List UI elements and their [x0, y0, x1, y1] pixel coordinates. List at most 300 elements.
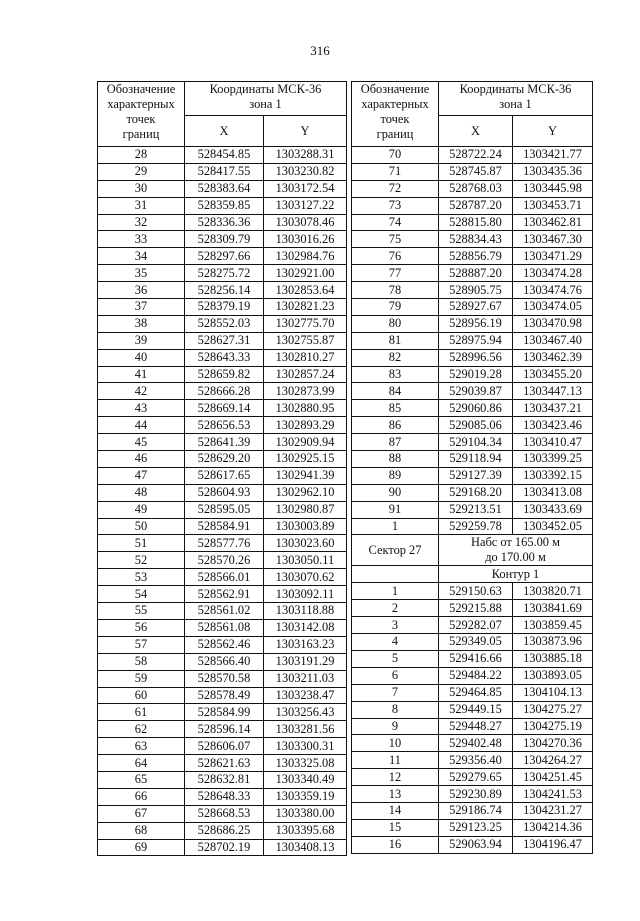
coordinates-table-right: [351, 81, 593, 854]
coord-x: 528297.66: [185, 248, 264, 265]
table-row: [98, 569, 347, 586]
table-row: [352, 600, 593, 617]
coord-x: 528768.03: [439, 180, 513, 197]
coord-x: 528595.05: [185, 501, 264, 518]
coord-x: 529448.27: [439, 718, 513, 735]
coord-y: 1303455.20: [513, 366, 593, 383]
point-id: 91: [352, 501, 439, 518]
point-id: 46: [98, 451, 185, 468]
table-row: [98, 451, 347, 468]
table-row: [98, 518, 347, 535]
point-id: 37: [98, 299, 185, 316]
table-row: [98, 721, 347, 738]
table-row: [98, 670, 347, 687]
coord-y: 1302755.87: [264, 332, 347, 349]
table-row: [98, 603, 347, 620]
coord-x: 528596.14: [185, 721, 264, 738]
point-id: 41: [98, 366, 185, 383]
coord-x: 529356.40: [439, 752, 513, 769]
table-row: [352, 518, 593, 535]
table-row: [352, 819, 593, 836]
coord-x: 528454.85: [185, 147, 264, 164]
point-id: 10: [352, 735, 439, 752]
point-id: 16: [352, 836, 439, 853]
point-id: 1: [352, 583, 439, 600]
coord-y: 1303408.13: [264, 839, 347, 856]
coord-y: 1303023.60: [264, 535, 347, 552]
coord-x: 528606.07: [185, 738, 264, 755]
coord-y: 1303873.96: [513, 634, 593, 651]
coord-y: 1304275.27: [513, 701, 593, 718]
coord-y: 1304270.36: [513, 735, 593, 752]
table-row: [98, 788, 347, 805]
point-id: 1: [352, 518, 439, 535]
sector-height-range: Набс от 165.00 м до 170.00 м: [439, 535, 593, 566]
table-row: [352, 802, 593, 819]
coord-x: 528856.79: [439, 248, 513, 265]
coord-x: 529484.22: [439, 667, 513, 684]
coord-x: 529282.07: [439, 617, 513, 634]
point-id: 45: [98, 434, 185, 451]
coord-x: 528275.72: [185, 265, 264, 282]
page-number: 316: [310, 43, 330, 58]
table-row: [98, 417, 347, 434]
coord-x: 529085.06: [439, 417, 513, 434]
table-row: [98, 163, 347, 180]
coord-y: 1303300.31: [264, 738, 347, 755]
coord-x: 528552.03: [185, 315, 264, 332]
coord-y: 1303127.22: [264, 197, 347, 214]
contour-row: [352, 566, 593, 583]
point-id: 31: [98, 197, 185, 214]
table-row: [98, 282, 347, 299]
table-row: [98, 248, 347, 265]
coord-y: 1302880.95: [264, 400, 347, 417]
table-row: [98, 315, 347, 332]
coord-y: 1303380.00: [264, 805, 347, 822]
point-id: 79: [352, 299, 439, 316]
coord-x: 528577.76: [185, 535, 264, 552]
table-row: [352, 583, 593, 600]
coord-y: 1303423.46: [513, 417, 593, 434]
coord-y: 1303859.45: [513, 617, 593, 634]
coord-x: 528722.24: [439, 147, 513, 164]
coord-y: 1303256.43: [264, 704, 347, 721]
coord-x: 528584.91: [185, 518, 264, 535]
point-id: 3: [352, 617, 439, 634]
coord-y: 1303413.08: [513, 484, 593, 501]
coord-x: 528561.08: [185, 619, 264, 636]
coord-x: 528562.46: [185, 636, 264, 653]
point-id: 32: [98, 214, 185, 231]
coord-x: 528666.28: [185, 383, 264, 400]
coord-x: 529213.51: [439, 501, 513, 518]
table-row: [98, 366, 347, 383]
coord-y: 1303118.88: [264, 603, 347, 620]
point-id: 13: [352, 786, 439, 803]
table-row: [98, 214, 347, 231]
table-row: [352, 684, 593, 701]
point-id: 30: [98, 180, 185, 197]
table-row: [98, 265, 347, 282]
table-row: [352, 769, 593, 786]
table-row: [352, 299, 593, 316]
table-row: [352, 248, 593, 265]
coord-x: 528927.67: [439, 299, 513, 316]
table-row: [352, 147, 593, 164]
point-id: 8: [352, 701, 439, 718]
table-row: [352, 417, 593, 434]
coord-y: 1303841.69: [513, 600, 593, 617]
coord-y: 1303820.71: [513, 583, 593, 600]
coord-y: 1303453.71: [513, 197, 593, 214]
coord-y: 1304275.19: [513, 718, 593, 735]
coord-x: 528570.26: [185, 552, 264, 569]
point-id: 51: [98, 535, 185, 552]
coord-y: 1303142.08: [264, 619, 347, 636]
point-id: 52: [98, 552, 185, 569]
coord-y: 1303474.76: [513, 282, 593, 299]
point-id: 64: [98, 755, 185, 772]
coord-y: 1303470.98: [513, 315, 593, 332]
point-id: 75: [352, 231, 439, 248]
point-id: 53: [98, 569, 185, 586]
point-id: 68: [98, 822, 185, 839]
coord-x: 529449.15: [439, 701, 513, 718]
coord-y: 1302853.64: [264, 282, 347, 299]
coord-x: 528834.43: [439, 231, 513, 248]
table-row: [98, 619, 347, 636]
table-row: [98, 552, 347, 569]
point-id: 90: [352, 484, 439, 501]
table-row: [98, 400, 347, 417]
coord-y: 1304251.45: [513, 769, 593, 786]
coord-x: 529104.34: [439, 434, 513, 451]
point-id: 66: [98, 788, 185, 805]
point-id: 78: [352, 282, 439, 299]
table-row: [352, 650, 593, 667]
point-id: 33: [98, 231, 185, 248]
point-id: 28: [98, 147, 185, 164]
point-id: 57: [98, 636, 185, 653]
point-id: 74: [352, 214, 439, 231]
table-row: [98, 738, 347, 755]
table-row: [98, 636, 347, 653]
coord-x: 529060.86: [439, 400, 513, 417]
point-id: 29: [98, 163, 185, 180]
coord-y: 1302775.70: [264, 315, 347, 332]
coord-x: 529349.05: [439, 634, 513, 651]
coord-y: 1303435.36: [513, 163, 593, 180]
table-row: [352, 197, 593, 214]
table-row: [352, 282, 593, 299]
table-row: [352, 163, 593, 180]
point-id: 42: [98, 383, 185, 400]
coord-y: 1303452.05: [513, 518, 593, 535]
coord-x: 528905.75: [439, 282, 513, 299]
coord-x: 528648.33: [185, 788, 264, 805]
coord-x: 529215.88: [439, 600, 513, 617]
table-row: [352, 383, 593, 400]
coord-x: 529279.65: [439, 769, 513, 786]
table-row: [352, 467, 593, 484]
coord-y: 1302980.87: [264, 501, 347, 518]
coord-x: 528641.39: [185, 434, 264, 451]
point-id: 43: [98, 400, 185, 417]
coord-y: 1303474.28: [513, 265, 593, 282]
coord-x: 528975.94: [439, 332, 513, 349]
table-row: [352, 484, 593, 501]
contour-label: Контур 1: [439, 566, 593, 583]
coord-x: 529259.78: [439, 518, 513, 535]
coord-x: 528566.40: [185, 653, 264, 670]
coord-y: 1302925.15: [264, 451, 347, 468]
coord-y: 1303070.62: [264, 569, 347, 586]
coord-y: 1304104.13: [513, 684, 593, 701]
coord-y: 1303474.05: [513, 299, 593, 316]
point-id: 49: [98, 501, 185, 518]
coord-y: 1304214.36: [513, 819, 593, 836]
coord-x: 529039.87: [439, 383, 513, 400]
table-row: [352, 180, 593, 197]
point-id: 39: [98, 332, 185, 349]
point-id: 73: [352, 197, 439, 214]
coord-x: 529127.39: [439, 467, 513, 484]
coord-y: 1302962.10: [264, 484, 347, 501]
point-id: 44: [98, 417, 185, 434]
header-x: X: [439, 116, 513, 147]
table-row: [98, 332, 347, 349]
coord-y: 1302921.00: [264, 265, 347, 282]
point-id: 62: [98, 721, 185, 738]
point-id: 86: [352, 417, 439, 434]
point-id: 35: [98, 265, 185, 282]
coord-x: 529230.89: [439, 786, 513, 803]
point-id: 40: [98, 349, 185, 366]
coord-x: 528669.14: [185, 400, 264, 417]
coord-y: 1302984.76: [264, 248, 347, 265]
table-row: [98, 771, 347, 788]
coord-x: 528815.80: [439, 214, 513, 231]
coord-x: 528336.36: [185, 214, 264, 231]
table-row: [352, 836, 593, 853]
coord-y: 1303462.39: [513, 349, 593, 366]
coord-y: 1303191.29: [264, 653, 347, 670]
table-row: [352, 400, 593, 417]
coord-x: 528561.02: [185, 603, 264, 620]
coord-y: 1303325.08: [264, 755, 347, 772]
coord-x: 528745.87: [439, 163, 513, 180]
coord-x: 528617.65: [185, 467, 264, 484]
point-id: 56: [98, 619, 185, 636]
point-id: 2: [352, 600, 439, 617]
coord-x: 528578.49: [185, 687, 264, 704]
coord-y: 1303433.69: [513, 501, 593, 518]
coord-y: 1303399.25: [513, 451, 593, 468]
point-id: 12: [352, 769, 439, 786]
coordinates-table-left: [97, 81, 347, 856]
coord-y: 1303163.23: [264, 636, 347, 653]
table-row: [98, 231, 347, 248]
point-id: 54: [98, 586, 185, 603]
point-id: 47: [98, 467, 185, 484]
coord-y: 1303410.47: [513, 434, 593, 451]
point-id: 63: [98, 738, 185, 755]
coord-y: 1304241.53: [513, 786, 593, 803]
point-id: 77: [352, 265, 439, 282]
coord-y: 1303437.21: [513, 400, 593, 417]
coord-y: 1303445.98: [513, 180, 593, 197]
coord-x: 528686.25: [185, 822, 264, 839]
point-id: 59: [98, 670, 185, 687]
coord-x: 529019.28: [439, 366, 513, 383]
coord-y: 1303078.46: [264, 214, 347, 231]
point-id: 84: [352, 383, 439, 400]
coord-y: 1303050.11: [264, 552, 347, 569]
table-row: [352, 735, 593, 752]
coord-y: 1303340.49: [264, 771, 347, 788]
point-id: 72: [352, 180, 439, 197]
point-id: 15: [352, 819, 439, 836]
coord-x: 528629.20: [185, 451, 264, 468]
coord-x: 529150.63: [439, 583, 513, 600]
coord-y: 1303467.40: [513, 332, 593, 349]
table-row: [98, 805, 347, 822]
point-id: 80: [352, 315, 439, 332]
table-row: [98, 180, 347, 197]
table-row: [98, 434, 347, 451]
coord-y: 1302857.24: [264, 366, 347, 383]
point-id: 61: [98, 704, 185, 721]
coord-x: 528566.01: [185, 569, 264, 586]
coord-y: 1303392.15: [513, 467, 593, 484]
coord-x: 529063.94: [439, 836, 513, 853]
coord-x: 528996.56: [439, 349, 513, 366]
coord-x: 529123.25: [439, 819, 513, 836]
coord-x: 529168.20: [439, 484, 513, 501]
coord-x: 529118.94: [439, 451, 513, 468]
coord-x: 528562.91: [185, 586, 264, 603]
point-id: 48: [98, 484, 185, 501]
coord-y: 1303359.19: [264, 788, 347, 805]
coord-x: 528668.53: [185, 805, 264, 822]
table-row: [352, 501, 593, 518]
coord-y: 1302909.94: [264, 434, 347, 451]
coord-y: 1303447.13: [513, 383, 593, 400]
coord-y: 1302810.27: [264, 349, 347, 366]
point-id: 14: [352, 802, 439, 819]
coord-x: 528379.19: [185, 299, 264, 316]
point-id: 85: [352, 400, 439, 417]
coord-x: 529402.48: [439, 735, 513, 752]
header-y: Y: [513, 116, 593, 147]
coord-y: 1303885.18: [513, 650, 593, 667]
coord-y: 1304231.27: [513, 802, 593, 819]
coord-x: 528359.85: [185, 197, 264, 214]
sector-name: Сектор 27: [352, 535, 439, 566]
table-row: [352, 265, 593, 282]
table-row: [352, 752, 593, 769]
table-row: [98, 704, 347, 721]
header-point-designation: Обозначение характерных точек границ: [352, 82, 439, 147]
coord-y: 1303281.56: [264, 721, 347, 738]
table-row: [98, 822, 347, 839]
coord-x: 528627.31: [185, 332, 264, 349]
coord-y: 1303462.81: [513, 214, 593, 231]
point-id: 82: [352, 349, 439, 366]
point-id: 5: [352, 650, 439, 667]
coord-y: 1303395.68: [264, 822, 347, 839]
point-id: 88: [352, 451, 439, 468]
coord-x: 529416.66: [439, 650, 513, 667]
coord-x: 528702.19: [185, 839, 264, 856]
coord-x: 528887.20: [439, 265, 513, 282]
header-coordinates: Координаты МСК-36 зона 1: [439, 82, 593, 116]
point-id: 89: [352, 467, 439, 484]
table-row: [98, 467, 347, 484]
coord-y: 1303421.77: [513, 147, 593, 164]
table-row: [352, 332, 593, 349]
coord-y: 1303211.03: [264, 670, 347, 687]
point-id: 9: [352, 718, 439, 735]
point-id: 7: [352, 684, 439, 701]
coord-y: 1303893.05: [513, 667, 593, 684]
table-row: [352, 434, 593, 451]
point-id: 55: [98, 603, 185, 620]
table-row: [352, 786, 593, 803]
table-row: [98, 687, 347, 704]
table-row: [352, 617, 593, 634]
table-row: [98, 299, 347, 316]
table-row: [352, 451, 593, 468]
point-id: 81: [352, 332, 439, 349]
point-id: 58: [98, 653, 185, 670]
coord-y: 1304196.47: [513, 836, 593, 853]
table-row: [352, 231, 593, 248]
coord-y: 1303092.11: [264, 586, 347, 603]
point-id: 50: [98, 518, 185, 535]
point-id: 11: [352, 752, 439, 769]
coord-x: 529464.85: [439, 684, 513, 701]
table-row: [98, 197, 347, 214]
table-row: [352, 366, 593, 383]
coord-y: 1303016.26: [264, 231, 347, 248]
point-id: 69: [98, 839, 185, 856]
table-row: [98, 755, 347, 772]
coord-x: 528956.19: [439, 315, 513, 332]
coord-y: 1303288.31: [264, 147, 347, 164]
table-row: [352, 634, 593, 651]
coord-y: 1303467.30: [513, 231, 593, 248]
coord-x: 528787.20: [439, 197, 513, 214]
table-row: [352, 667, 593, 684]
coord-y: 1303230.82: [264, 163, 347, 180]
coord-x: 528643.33: [185, 349, 264, 366]
point-id: 76: [352, 248, 439, 265]
table-row: [352, 315, 593, 332]
coord-x: 528656.53: [185, 417, 264, 434]
point-id: 36: [98, 282, 185, 299]
coord-y: 1304264.27: [513, 752, 593, 769]
point-id: 60: [98, 687, 185, 704]
point-id: 67: [98, 805, 185, 822]
point-id: 65: [98, 771, 185, 788]
coord-x: 528659.82: [185, 366, 264, 383]
coord-x: 528383.64: [185, 180, 264, 197]
header-coordinates: Координаты МСК-36 зона 1: [185, 82, 347, 116]
table-row: [98, 349, 347, 366]
point-id: 38: [98, 315, 185, 332]
